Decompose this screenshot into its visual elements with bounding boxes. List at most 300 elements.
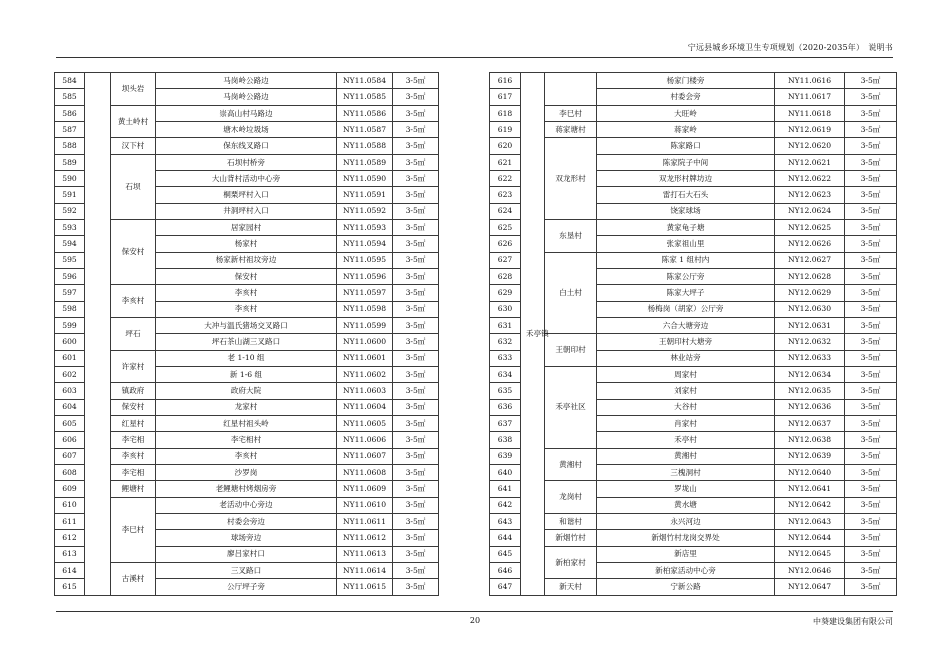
size-cell: 3-5㎡ (845, 285, 897, 301)
village-cell: 镇政府 (111, 383, 156, 399)
site-cell: 红星村祖头岭 (156, 415, 337, 431)
size-cell: 3-5㎡ (845, 334, 897, 350)
size-cell: 3-5㎡ (845, 236, 897, 252)
site-cell: 居家园村 (156, 219, 337, 235)
size-cell: 3-5㎡ (393, 219, 439, 235)
village-cell: 保安村 (111, 399, 156, 415)
table-row (490, 481, 897, 497)
size-cell: 3-5㎡ (393, 562, 439, 578)
size-cell: 3-5㎡ (393, 154, 439, 170)
row-number: 632 (490, 334, 521, 350)
site-cell: 陈家路口 (597, 138, 775, 154)
site-cell: 黄水塘 (597, 497, 775, 513)
table-row (490, 448, 897, 464)
site-cell: 林业站旁 (597, 350, 775, 366)
site-cell: 罗垅山 (597, 481, 775, 497)
table-row (490, 579, 897, 595)
size-cell: 3-5㎡ (393, 301, 439, 317)
site-cell: 周家村 (597, 366, 775, 382)
site-cell: 三叉路口 (156, 562, 337, 578)
site-cell: 李亥村 (156, 448, 337, 464)
size-cell: 3-5㎡ (845, 513, 897, 529)
row-number: 636 (490, 399, 521, 415)
code-cell: NY11.0596 (337, 268, 393, 284)
table-row (55, 154, 439, 170)
code-cell: NY12.0629 (775, 285, 845, 301)
row-number: 645 (490, 546, 521, 562)
size-cell: 3-5㎡ (845, 268, 897, 284)
village-cell: 龙岗村 (545, 481, 597, 514)
village-cell: 李亥村 (111, 285, 156, 318)
table-row (55, 138, 439, 154)
size-cell: 3-5㎡ (393, 334, 439, 350)
size-cell: 3-5㎡ (393, 366, 439, 382)
site-cell: 老 1-10 组 (156, 350, 337, 366)
site-cell: 新柏家活动中心旁 (597, 562, 775, 578)
row-number: 599 (55, 317, 85, 333)
site-cell: 马岗岭公路边 (156, 73, 337, 89)
village-cell: 新柏家村 (545, 546, 597, 579)
code-cell: NY12.0634 (775, 366, 845, 382)
code-cell: NY12.0625 (775, 219, 845, 235)
row-number: 594 (55, 236, 85, 252)
code-cell: NY11.0595 (337, 252, 393, 268)
code-cell: NY12.0623 (775, 187, 845, 203)
row-number: 626 (490, 236, 521, 252)
code-cell: NY12.0620 (775, 138, 845, 154)
site-cell: 陈家大坪子 (597, 285, 775, 301)
row-number: 628 (490, 268, 521, 284)
size-cell: 3-5㎡ (845, 105, 897, 121)
code-cell: NY11.0597 (337, 285, 393, 301)
site-cell: 老鲤塘村烤烟房旁 (156, 481, 337, 497)
size-cell: 3-5㎡ (393, 350, 439, 366)
code-cell: NY11.0611 (337, 513, 393, 529)
size-cell: 3-5㎡ (393, 481, 439, 497)
village-cell: 坝头岩 (111, 73, 156, 106)
row-number: 587 (55, 121, 85, 137)
size-cell: 3-5㎡ (845, 383, 897, 399)
table-row (490, 546, 897, 562)
table-row (490, 73, 897, 89)
row-number: 621 (490, 154, 521, 170)
table-row (490, 252, 897, 268)
row-number: 605 (55, 415, 85, 431)
row-number: 640 (490, 464, 521, 480)
row-number: 598 (55, 301, 85, 317)
size-cell: 3-5㎡ (845, 546, 897, 562)
row-number: 586 (55, 105, 85, 121)
size-cell: 3-5㎡ (393, 170, 439, 186)
site-cell: 陈家 1 组村内 (597, 252, 775, 268)
site-cell: 陈家院子中间 (597, 154, 775, 170)
row-number: 596 (55, 268, 85, 284)
site-cell: 老活动中心旁边 (156, 497, 337, 513)
table-row (55, 105, 439, 121)
site-cell: 廖吕家村口 (156, 546, 337, 562)
site-cell: 桐栗坪村入口 (156, 187, 337, 203)
code-cell: NY11.0605 (337, 415, 393, 431)
size-cell: 3-5㎡ (393, 448, 439, 464)
village-cell: 蒋家塘村 (545, 121, 597, 137)
site-cell: 李亥村 (156, 301, 337, 317)
code-cell: NY11.0603 (337, 383, 393, 399)
site-cell: 新烟竹村龙岗交界处 (597, 530, 775, 546)
village-cell: 东垦村 (545, 219, 597, 252)
row-number: 589 (55, 154, 85, 170)
village-cell: 鲤塘村 (111, 481, 156, 497)
code-cell: NY11.0585 (337, 89, 393, 105)
village-cell: 李宅相 (111, 464, 156, 480)
code-cell: NY11.0618 (775, 105, 845, 121)
code-cell: NY11.0616 (775, 73, 845, 89)
size-cell: 3-5㎡ (393, 497, 439, 513)
table-row (490, 121, 897, 137)
size-cell: 3-5㎡ (393, 464, 439, 480)
site-cell: 六合大塘旁边 (597, 317, 775, 333)
site-cell: 大冲与温氏猪场交叉路口 (156, 317, 337, 333)
village-cell: 石坝 (111, 154, 156, 219)
village-cell: 和谐村 (545, 513, 597, 529)
size-cell: 3-5㎡ (393, 399, 439, 415)
row-number: 642 (490, 497, 521, 513)
row-number: 613 (55, 546, 85, 562)
row-number: 590 (55, 170, 85, 186)
code-cell: NY12.0622 (775, 170, 845, 186)
village-cell: 古溪村 (111, 562, 156, 595)
row-number: 641 (490, 481, 521, 497)
table-row (55, 497, 439, 513)
code-cell: NY12.0641 (775, 481, 845, 497)
size-cell: 3-5㎡ (393, 203, 439, 219)
document-title: 宁远县城乡环境卫生专项规划（2020-2035年） 说明书 (687, 43, 893, 52)
size-cell: 3-5㎡ (845, 366, 897, 382)
village-cell: 黄湘村 (545, 448, 597, 481)
row-number: 635 (490, 383, 521, 399)
table-row (55, 73, 439, 89)
code-cell: NY12.0626 (775, 236, 845, 252)
code-cell: NY12.0628 (775, 268, 845, 284)
row-number: 601 (55, 350, 85, 366)
table-row (55, 562, 439, 578)
code-cell: NY11.0600 (337, 334, 393, 350)
row-number: 584 (55, 73, 85, 89)
site-cell: 坪石茶山湖三叉路口 (156, 334, 337, 350)
right-table (489, 72, 897, 596)
table-row (55, 399, 439, 415)
size-cell: 3-5㎡ (845, 562, 897, 578)
size-cell: 3-5㎡ (393, 252, 439, 268)
row-number: 616 (490, 73, 521, 89)
size-cell: 3-5㎡ (393, 236, 439, 252)
code-cell: NY11.0586 (337, 105, 393, 121)
site-cell: 刘家村 (597, 383, 775, 399)
left-table (54, 72, 439, 596)
row-number: 591 (55, 187, 85, 203)
size-cell: 3-5㎡ (845, 399, 897, 415)
size-cell: 3-5㎡ (845, 530, 897, 546)
table-row (490, 513, 897, 529)
village-cell (545, 73, 597, 106)
town-cell: 禾亭镇 (521, 73, 545, 596)
site-cell: 石坝村桥旁 (156, 154, 337, 170)
row-number: 593 (55, 219, 85, 235)
site-cell: 保东线叉路口 (156, 138, 337, 154)
site-cell: 杨家新村祖坟旁边 (156, 252, 337, 268)
row-number: 585 (55, 89, 85, 105)
row-number: 623 (490, 187, 521, 203)
size-cell: 3-5㎡ (393, 317, 439, 333)
code-cell: NY12.0630 (775, 301, 845, 317)
row-number: 630 (490, 301, 521, 317)
size-cell: 3-5㎡ (393, 513, 439, 529)
size-cell: 3-5㎡ (393, 415, 439, 431)
code-cell: NY12.0642 (775, 497, 845, 513)
code-cell: NY11.0598 (337, 301, 393, 317)
size-cell: 3-5㎡ (393, 89, 439, 105)
site-cell: 球场旁边 (156, 530, 337, 546)
row-number: 638 (490, 432, 521, 448)
table-row (490, 334, 897, 350)
table-row (490, 219, 897, 235)
code-cell: NY11.0614 (337, 562, 393, 578)
code-cell: NY12.0624 (775, 203, 845, 219)
row-number: 608 (55, 464, 85, 480)
code-cell: NY11.0612 (337, 530, 393, 546)
village-cell: 禾亭社区 (545, 366, 597, 448)
row-number: 604 (55, 399, 85, 415)
site-cell: 大旺岭 (597, 105, 775, 121)
size-cell: 3-5㎡ (845, 579, 897, 595)
size-cell: 3-5㎡ (845, 187, 897, 203)
table-row (55, 481, 439, 497)
size-cell: 3-5㎡ (393, 73, 439, 89)
size-cell: 3-5㎡ (845, 497, 897, 513)
site-cell: 公厅坪子旁 (156, 579, 337, 595)
code-cell: NY12.0636 (775, 399, 845, 415)
site-cell: 保安村 (156, 268, 337, 284)
site-cell: 张家祖山里 (597, 236, 775, 252)
page-header (0, 42, 950, 56)
size-cell: 3-5㎡ (393, 579, 439, 595)
row-number: 629 (490, 285, 521, 301)
code-cell: NY11.0615 (337, 579, 393, 595)
row-number: 617 (490, 89, 521, 105)
code-cell: NY12.0632 (775, 334, 845, 350)
row-number: 618 (490, 105, 521, 121)
code-cell: NY12.0644 (775, 530, 845, 546)
site-cell: 沙罗岗 (156, 464, 337, 480)
size-cell: 3-5㎡ (845, 415, 897, 431)
site-cell: 宁新公路 (597, 579, 775, 595)
site-cell: 永兴河边 (597, 513, 775, 529)
code-cell: NY11.0590 (337, 170, 393, 186)
code-cell: NY11.0617 (775, 89, 845, 105)
row-number: 611 (55, 513, 85, 529)
site-cell: 饶家球场 (597, 203, 775, 219)
size-cell: 3-5㎡ (845, 203, 897, 219)
village-cell: 黄土岭村 (111, 105, 156, 138)
size-cell: 3-5㎡ (845, 481, 897, 497)
site-cell: 杨梅岗（胡家）公厅旁 (597, 301, 775, 317)
size-cell: 3-5㎡ (393, 121, 439, 137)
village-cell: 许家村 (111, 350, 156, 383)
site-cell: 村委会旁边 (156, 513, 337, 529)
code-cell: NY11.0588 (337, 138, 393, 154)
site-cell: 政府大院 (156, 383, 337, 399)
code-cell: NY12.0647 (775, 579, 845, 595)
site-cell: 陈家公厅旁 (597, 268, 775, 284)
village-cell: 新烟竹村 (545, 530, 597, 546)
site-cell: 雷打石大石头 (597, 187, 775, 203)
size-cell: 3-5㎡ (393, 530, 439, 546)
code-cell: NY11.0587 (337, 121, 393, 137)
row-number: 644 (490, 530, 521, 546)
row-number: 607 (55, 448, 85, 464)
row-number: 606 (55, 432, 85, 448)
row-number: 637 (490, 415, 521, 431)
row-number: 595 (55, 252, 85, 268)
site-cell: 崇高山村马路边 (156, 105, 337, 121)
site-cell: 新 1-6 组 (156, 366, 337, 382)
row-number: 646 (490, 562, 521, 578)
code-cell: NY11.0601 (337, 350, 393, 366)
site-cell: 李宅相村 (156, 432, 337, 448)
row-number: 597 (55, 285, 85, 301)
size-cell: 3-5㎡ (845, 317, 897, 333)
row-number: 620 (490, 138, 521, 154)
code-cell: NY12.0639 (775, 448, 845, 464)
code-cell: NY11.0593 (337, 219, 393, 235)
row-number: 610 (55, 497, 85, 513)
row-number: 592 (55, 203, 85, 219)
site-cell: 肖家村 (597, 415, 775, 431)
code-cell: NY11.0608 (337, 464, 393, 480)
site-cell: 李亥村 (156, 285, 337, 301)
code-cell: NY12.0646 (775, 562, 845, 578)
code-cell: NY11.0607 (337, 448, 393, 464)
row-number: 614 (55, 562, 85, 578)
table-row (490, 366, 897, 382)
code-cell: NY11.0591 (337, 187, 393, 203)
site-cell: 禾亭村 (597, 432, 775, 448)
footer-rule (56, 611, 893, 612)
row-number: 612 (55, 530, 85, 546)
code-cell: NY11.0599 (337, 317, 393, 333)
site-cell: 王朝印村大塘旁 (597, 334, 775, 350)
code-cell: NY11.0606 (337, 432, 393, 448)
code-cell: NY12.0643 (775, 513, 845, 529)
size-cell: 3-5㎡ (845, 301, 897, 317)
code-cell: NY11.0613 (337, 546, 393, 562)
size-cell: 3-5㎡ (393, 187, 439, 203)
row-number: 609 (55, 481, 85, 497)
code-cell: NY11.0610 (337, 497, 393, 513)
village-cell: 新天村 (545, 579, 597, 595)
table-row (55, 448, 439, 464)
code-cell: NY11.0604 (337, 399, 393, 415)
village-cell: 李亥村 (111, 448, 156, 464)
table-row (55, 219, 439, 235)
size-cell: 3-5㎡ (845, 252, 897, 268)
page-number: 20 (469, 616, 481, 625)
row-number: 627 (490, 252, 521, 268)
size-cell: 3-5㎡ (845, 73, 897, 89)
row-number: 602 (55, 366, 85, 382)
site-cell: 大谷村 (597, 399, 775, 415)
site-cell: 三槐洞村 (597, 464, 775, 480)
code-cell: NY12.0633 (775, 350, 845, 366)
size-cell: 3-5㎡ (845, 219, 897, 235)
size-cell: 3-5㎡ (845, 170, 897, 186)
village-cell: 李巳村 (545, 105, 597, 121)
size-cell: 3-5㎡ (393, 546, 439, 562)
village-cell: 保安村 (111, 219, 156, 284)
size-cell: 3-5㎡ (845, 121, 897, 137)
row-number: 647 (490, 579, 521, 595)
row-number: 639 (490, 448, 521, 464)
table-row (55, 464, 439, 480)
row-number: 624 (490, 203, 521, 219)
size-cell: 3-5㎡ (393, 105, 439, 121)
village-cell: 李宅相 (111, 432, 156, 448)
table-row (55, 383, 439, 399)
site-cell: 杨家门楼旁 (597, 73, 775, 89)
village-cell: 李巳村 (111, 497, 156, 562)
size-cell: 3-5㎡ (845, 89, 897, 105)
table-row (55, 317, 439, 333)
town-cell (85, 73, 111, 596)
size-cell: 3-5㎡ (393, 383, 439, 399)
row-number: 588 (55, 138, 85, 154)
code-cell: NY12.0619 (775, 121, 845, 137)
row-number: 600 (55, 334, 85, 350)
size-cell: 3-5㎡ (845, 138, 897, 154)
table-row (490, 105, 897, 121)
size-cell: 3-5㎡ (845, 448, 897, 464)
site-cell: 蒋家岭 (597, 121, 775, 137)
code-cell: NY12.0627 (775, 252, 845, 268)
size-cell: 3-5㎡ (393, 268, 439, 284)
village-cell: 双龙形村 (545, 138, 597, 220)
table-row (55, 285, 439, 301)
site-cell: 井洞坪村入口 (156, 203, 337, 219)
code-cell: NY12.0640 (775, 464, 845, 480)
code-cell: NY11.0584 (337, 73, 393, 89)
site-cell: 村委会旁 (597, 89, 775, 105)
code-cell: NY11.0609 (337, 481, 393, 497)
company-name: 中葵建设集团有限公司 (813, 617, 893, 626)
code-cell: NY12.0637 (775, 415, 845, 431)
table-row (490, 138, 897, 154)
village-cell: 王朝印村 (545, 334, 597, 367)
size-cell: 3-5㎡ (845, 432, 897, 448)
site-cell: 大山背村活动中心旁 (156, 170, 337, 186)
code-cell: NY11.0594 (337, 236, 393, 252)
code-cell: NY11.0592 (337, 203, 393, 219)
site-cell: 黄湘村 (597, 448, 775, 464)
row-number: 633 (490, 350, 521, 366)
header-rule (56, 57, 893, 58)
site-cell: 双龙形村牌坊边 (597, 170, 775, 186)
size-cell: 3-5㎡ (393, 285, 439, 301)
size-cell: 3-5㎡ (393, 138, 439, 154)
site-cell: 杨家村 (156, 236, 337, 252)
site-cell: 新店里 (597, 546, 775, 562)
site-cell: 塘木岭垃圾场 (156, 121, 337, 137)
row-number: 643 (490, 513, 521, 529)
size-cell: 3-5㎡ (845, 350, 897, 366)
